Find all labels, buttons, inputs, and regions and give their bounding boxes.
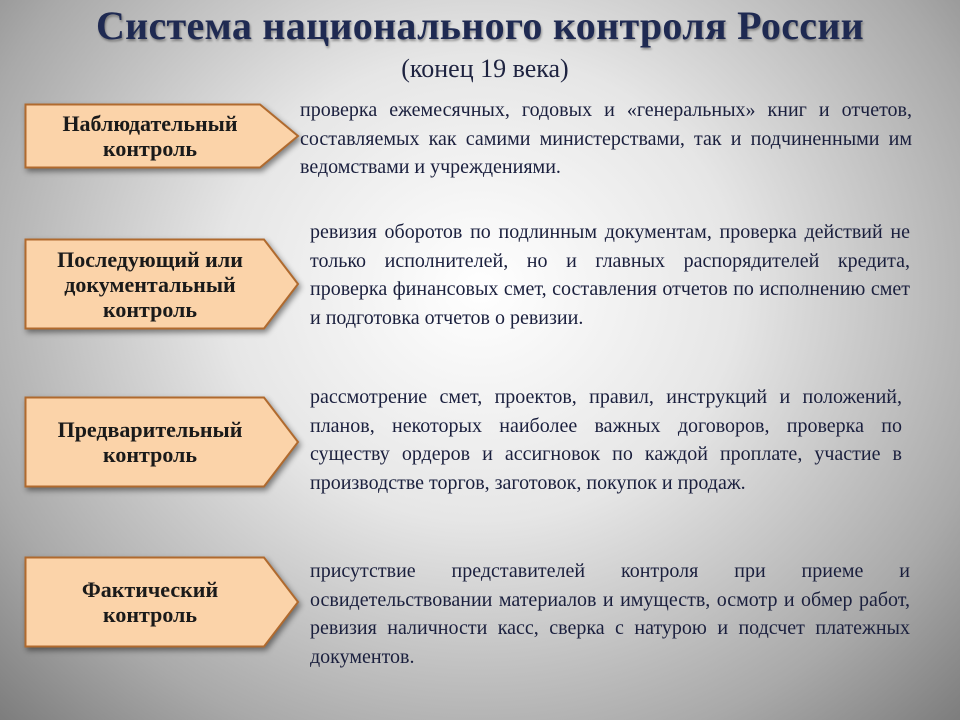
description-actual-control: присутствие представителей контроля при приеме и освидетельствовании материалов и имуществ, осмотр и обмер работ, ревизия наличности касс, сверка с натурою и подсчет платежных документов. <box>310 560 910 668</box>
page-subtitle: (конец 19 века) <box>401 54 569 83</box>
arrow-label-line: Последующий или <box>57 246 243 272</box>
arrow-label-line: контроль <box>102 602 198 627</box>
arrow-label-observational-control <box>24 103 300 169</box>
arrow-label-line: контроль <box>102 136 198 161</box>
description-observational-control: проверка ежемесячных, годовых и «генеральных» книг и отчетов, составляемых как самими министерствами, так и подчиненными им ведомствами и учреждениями. <box>300 99 912 178</box>
arrow-label-line: контроль <box>102 296 198 322</box>
arrow-label-line: Предварительный <box>57 417 243 442</box>
description-subsequent-control: ревизия оборотов по подлинным документам, проверка действий не только исполнителей, но и главных распорядителей кредита, проверка финансовых смет, составления отчетов по исполнению смет и подготовка отчетов о ревизии. <box>310 221 910 329</box>
description-preliminary-control: рассмотрение смет, проектов, правил, инструкций и положений, планов, некоторых наиболее важных договоров, проверка по существу ордеров и ассигновок по каждой проплате, участие в производстве торгов, заготовок, покупок и продаж. <box>310 386 902 494</box>
arrow-label-line: Фактический <box>81 577 219 602</box>
arrow-label-subsequent-control <box>24 238 300 330</box>
arrow-label-line: Наблюдательный <box>62 111 238 136</box>
arrow-label-line: документальный <box>64 271 236 297</box>
arrow-label-preliminary-control <box>24 396 300 488</box>
page-title: Система национального контроля России <box>95 3 865 48</box>
arrow-label-line: контроль <box>102 442 198 467</box>
arrow-label-actual-control <box>24 556 300 648</box>
